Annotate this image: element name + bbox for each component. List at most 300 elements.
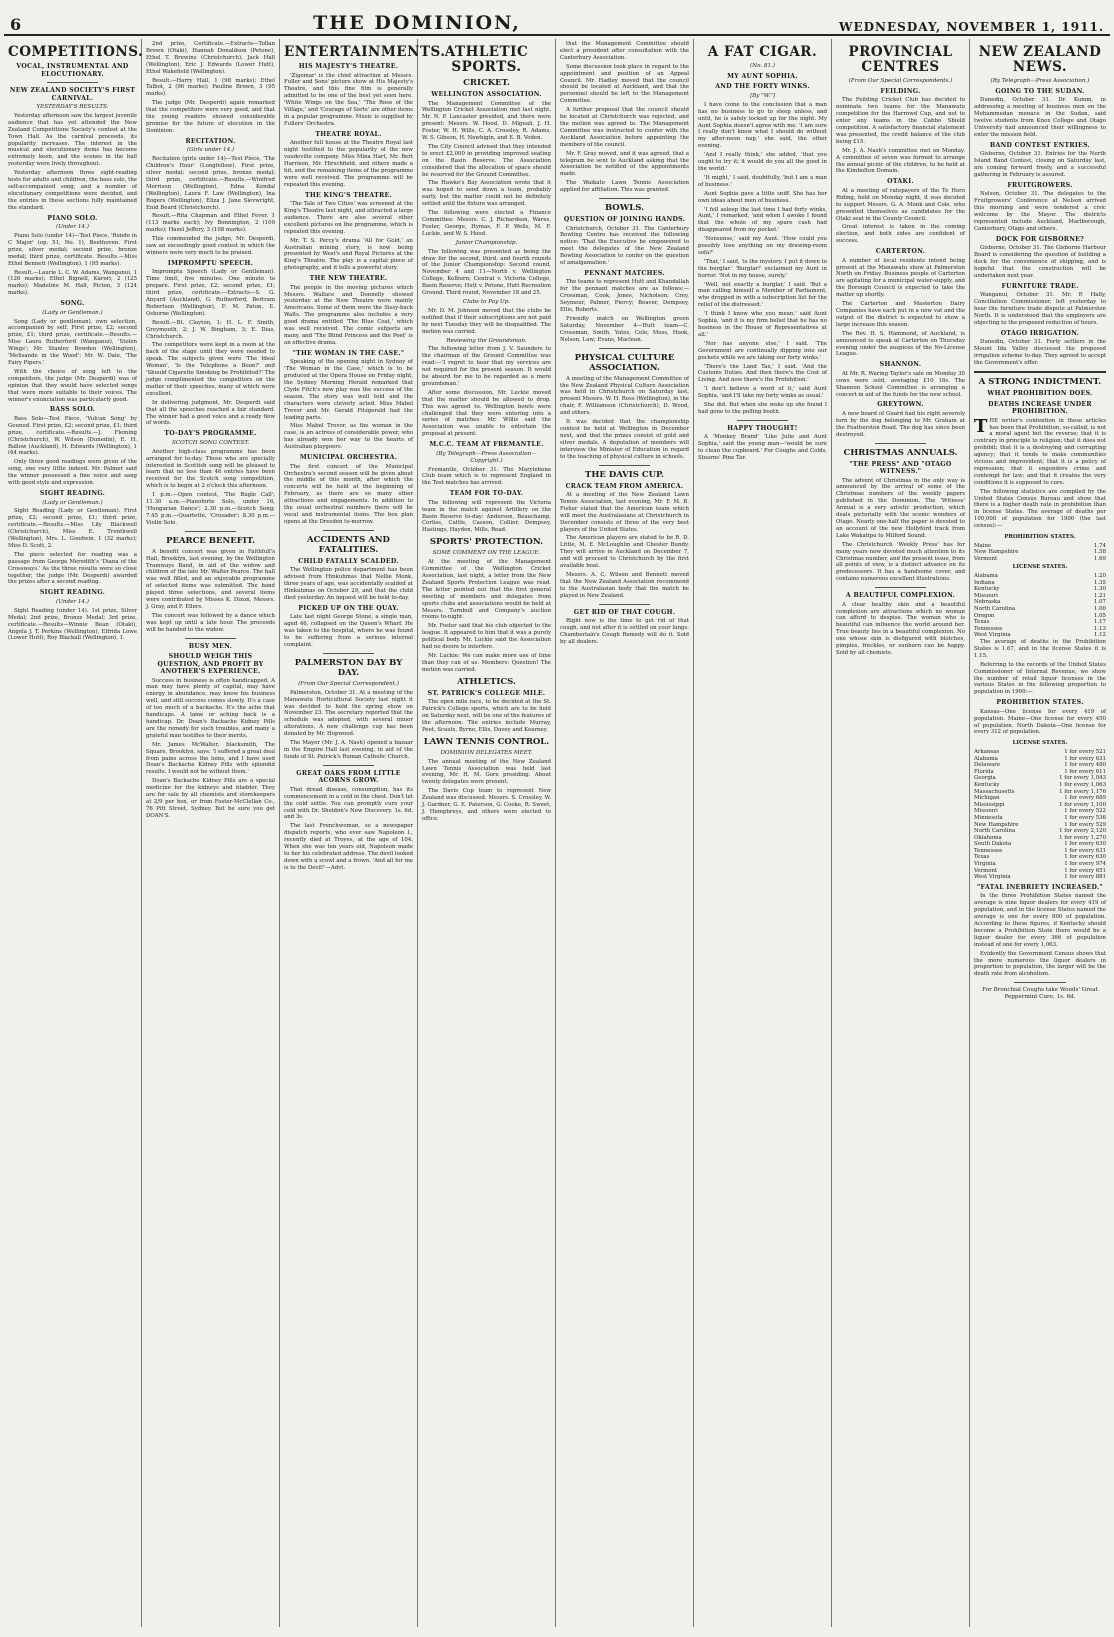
section-head: THE KING'S THEATRE. xyxy=(305,191,392,199)
paragraph: Piano Solo (under 14)—Test Piece, 'Rondo in C Major' (op. 51, No. 1), Beethoven. First prize, silver medal; second prize, bronze medal; third prize, certificate. Results.—Miss Ethel Bennett (Wellington), 1 (95 marks). xyxy=(8,233,137,267)
state-name: Maine xyxy=(974,542,992,549)
paragraph: Christchurch, October 31. The Canterbury Bowling Centre has received the following notice: 'That the Executive be empowered to meet the delegates of the New Zealand Bowling Association to confer on the question of amalgamation.' xyxy=(560,225,689,267)
state-name: Oregon xyxy=(974,612,995,619)
article-title: ENTERTAINMENTS. xyxy=(284,44,446,60)
paragraph: Dunedin, October 31. Dr. Kumm, in addressing a meeting of business men on the Mohammedan menace in the Sudan, said twelve students from Knox College and Otago University had announced their willingness to enter the mission field. xyxy=(974,97,1106,138)
section-head: GREYTOWN. xyxy=(877,401,924,409)
table-row xyxy=(974,586,1106,593)
masthead xyxy=(4,4,1110,36)
state-name: South Dakota xyxy=(974,841,1012,848)
paragraph: The annual meeting of the New Zealand Lawn Tennis Association was held last evening, Mr. H. M. Gore presiding. About twenty delegates were present. xyxy=(422,758,551,786)
state-name: Alabama xyxy=(974,755,998,762)
state-value: 1 for every 689 xyxy=(1064,795,1106,802)
state-value: 1 for every 1,063 xyxy=(1059,781,1106,788)
paragraph: After some discussion, Mr. Luckie moved that the matter should be allowed to drop. This was agreed to. Wellington bowls were challenged that they were entering into a series of matches. Mr. Willis said the Association was unable to entertain the proposal at present. xyxy=(422,389,551,438)
paragraph: 'There's the Land Tax,' I said. 'And the Customs Duties. And then there's the Cost of Living. And now there's the Prohibition.' xyxy=(698,363,827,384)
state-name: New Hampshire xyxy=(974,549,1019,556)
section-sub: (Lady or Gentleman.) xyxy=(42,499,103,506)
column-provincial-centres xyxy=(832,39,970,1627)
paragraph: Friendly match on Wellington green Saturday, November 4—Hutt team—C. Crossman, Smith, Yates, Cole; Moss, Hook, Nelson, Law; Evans, Maclean. xyxy=(560,316,689,343)
divider xyxy=(185,531,237,532)
section-head: THE NEW THEATRE. xyxy=(309,275,388,283)
paragraph: The City Council advised that they intended to erect £2,000 in providing improved seating on the Basin Reserve. The Association considered that the allocation of space should be reserved for the Ground Committee. xyxy=(422,143,551,178)
cough-advert: For Bronchial Coughs take Woods' Great Peppermint Cure, 1s. 6d. xyxy=(982,987,1098,1001)
table-row xyxy=(974,580,1106,587)
paragraph: The Management Committee of the Wellington Cricket Association met last night. Mr. N. P. Lancaster presided, and there were present: Messrs. W. Hood, D. Miguali, J. H. Foster, W. H. Wills, C. A. Crossley, R. Adams, W. S. Gibson, H. Newbigin, and E. B. Voden. xyxy=(422,100,551,142)
paragraph: Yesterday afternoon three sight-reading tests for adults and children, the bass solo, the self-accompanied song, and a number of elocutionary competitions were decided, and the entries in these sections fully maintained the standard. xyxy=(8,170,137,211)
section-head: QUESTION OF JOINING HANDS. xyxy=(563,216,686,224)
table-heading: LICENSE STATES. xyxy=(1012,740,1068,747)
section-head: BAND CONTEST ENTRIES. xyxy=(989,141,1091,149)
paragraph: At the meeting of the Management Committee of the Wellington Cricket Association, last night, a letter from the New Zealand Sports Protection League was read. The letter pointed out that the first general meeting of members and delegates from sports clubs and associations would be held at Messrs. Turnbull and Company's auction rooms to-night. xyxy=(422,559,551,621)
paragraph: Bass Solo—Test Piece, 'Vulcan Song' by Gounod. First prize, £2; second prize, £1; third prize, certificate.—Results.—J. Fleming (Christchurch), W. Wilson (Dunedin), E. H. Ballow (Auckland), H. Edwards (Wellington), 1 (64 marks). xyxy=(8,415,137,457)
column-new-zealand-news xyxy=(970,39,1110,1627)
paragraph: The teams to represent Hutt and Khandallah for the pennant matches are as follows:—Crossman, Cook, Jones, Nicholson; Crey, Seymour, Palmer, Piercy; Beaver, Dempsey, Ellis, Roberts. xyxy=(560,279,689,314)
paragraph: The following was presented as being the draw for the second, third, and fourth rounds of the Junior Championship: Second round, November 4 and 11—North v. Wellington College, Kelburn; Central v. Victoria College, Basin Reserve; Hutt v. Petone, Hutt Recreation Ground. Third round, November 18 and 25. xyxy=(422,248,551,297)
state-name: Michigan xyxy=(974,795,1000,802)
state-value: 1.58 xyxy=(1093,549,1106,556)
table-row xyxy=(974,606,1106,613)
state-value: 1 for every 631 xyxy=(1064,847,1106,854)
section-head: SHANNON. xyxy=(879,361,922,369)
state-value: 1.74 xyxy=(1093,542,1106,549)
state-value: 1.13 xyxy=(1093,625,1106,632)
paragraph: A new board of Guard had his right severely torn by the dog belonging to Mr. Graham at the Featherston Road. The dog has since been destroyed. xyxy=(836,410,965,438)
divider xyxy=(47,82,99,83)
state-value: 1.30 xyxy=(1093,586,1106,593)
state-value: 1.20 xyxy=(1093,573,1106,580)
table-row xyxy=(974,782,1106,789)
table-row xyxy=(974,795,1106,802)
paragraph: The people in the moving pictures which Messrs. Wallace and Donnelly showed yesterday at the New Theatre were mainly Americans. Some of them were the Sissy-back Walts. The programme also includes a very good drama entitled 'The Blue Coat,' which was well received. The comic subjects are many, and 'The Blind Princess and the Poet' is an effective drama. xyxy=(284,284,413,346)
section-head: HIS MAJESTY'S THEATRE. xyxy=(298,63,399,70)
section-head: PIANO SOLO. xyxy=(47,214,98,222)
divider xyxy=(599,465,651,466)
table-row xyxy=(974,619,1106,626)
article-title: NEW ZEALAND NEWS. xyxy=(978,44,1102,75)
paragraph: The advent of Christmas in the only way is announced by the arrival of some of the Christmas numbers of the weekly papers published in the Dominion. The 'Witness' Annual is a very artistic production, which deals pictorially with the scenic wonders of Otago. Nearly one-half the paper is devoted to an account of the new Hollyford track from Lake Wakatipu to Milford Sound. xyxy=(836,477,965,539)
paragraph: Impromptu Speech (Lady or Gentleman). Time limit, five minutes. One minute to prepare. First prize, £2; second prize, £1; third prize, certificate.—Extracts—S. G. Anyard (Auckland), G. Rutherford, Bertram Robertson (Wellington), F. M. Paton, E. Osborne (Wellington). xyxy=(146,269,275,317)
section-head: WELLINGTON ASSOCIATION. xyxy=(431,91,542,98)
ad-head: GET RID OF THAT COUGH. xyxy=(573,608,676,616)
section-head: SIGHT READING. xyxy=(39,589,106,597)
section-sub: (From Our Special Correspondent.) xyxy=(298,680,399,687)
section-head: NEW ZEALAND SOCIETY'S FIRST CARNIVAL. xyxy=(9,87,136,102)
paragraph: HE writer's contention in these articles has been that Prohibition, so-called, is not a moral agent but the reverse; that it is contrary in principle to religion; that it does not prohibit; that it is a destroying and corrupting agency; that it tends to make communities vicious and improvident; that it is a policy of repression; that it engenders crime and contempt for law; and that it creates the very conditions it is supposed to cure. xyxy=(974,417,1106,486)
paragraph: 'Nonsense,' said my Aunt. 'How could you possibly lose anything on my drawing-room sofa?' xyxy=(698,236,827,256)
paragraph: Mr. J. A. Nash's committee met on Monday. A committee of seven was formed to arrange the annual picnic of the children, to be held at the Kimbolton Domain. xyxy=(836,147,965,175)
divider xyxy=(599,198,651,199)
state-name: Tennessee xyxy=(974,847,1003,854)
state-value: 1 for every 631 xyxy=(1064,755,1106,762)
table-row xyxy=(974,549,1106,556)
paragraph: 1 p.m.—Open contest, 'The Bugle Call'; 11.30 a.m.—Pianoforte Solo, under 16, 'Hungarian Dance'; 2.30 p.m.—Scotch Song; 7.45 p.m.—Quartette, 'Crusader'; 8.30 p.m.—Violin Solo. xyxy=(146,492,275,526)
paragraph: A further proposal that the council should be located at Christchurch was rejected, and the motion was agreed to. The Management Committee was instructed to confer with the Auckland Association before appointing the members of the council. xyxy=(560,107,689,148)
paragraph: The following were elected a Finance Committee: Messrs. C. J. Richardson, Wares, Foster, George, Hymas, F. P. Wells, M. F. Luckie, and W. S. Hood. xyxy=(422,210,551,237)
column-entertainments xyxy=(280,39,446,1627)
state-value: 1.17 xyxy=(1093,619,1106,626)
article-number: (No. 81.) xyxy=(750,63,775,69)
table-row xyxy=(974,632,1106,639)
table-row xyxy=(974,822,1106,829)
section-head: PENNANT MATCHES. xyxy=(584,269,665,277)
table-row xyxy=(974,868,1106,875)
state-name: West Virginia xyxy=(974,632,1011,639)
paragraph: She did. But when she woke up she found I had gone to the polling booth. xyxy=(698,402,827,415)
state-value: 1 for every 630 xyxy=(1064,841,1106,848)
section-head: PICKED UP ON THE QUAY. xyxy=(298,604,399,612)
paragraph: The Carterton and Masterton Dairy Companies have each put in a new vat and the output of the district is expected to show a large increase this season. xyxy=(836,301,965,328)
paragraph: Doan's Backache Kidney Pills are a special medicine for the kidneys and bladder. They are for sale by all chemists and storekeepers at 2/9 per box, or from Foster-McClellan Co., 76 Pitt Street, Sydney. But be sure you get DOAN'S. xyxy=(146,778,275,819)
section-sub: (By Telegraph—Press Association.) xyxy=(990,78,1090,84)
article-title: PEARCE BENEFIT. xyxy=(166,535,255,546)
divider xyxy=(599,348,651,349)
paragraph: The Mayor (Mr. J. A. Nash) opened a bazaar in the Empire Hall last evening, in aid of the funds of St. Patrick's Roman Catholic Church. xyxy=(284,740,413,760)
paragraph: Aunt Sophia gave a little sniff. She has her own ideas about men of business. xyxy=(698,190,827,204)
table-heading: LICENSE STATES. xyxy=(1012,564,1068,571)
state-name: Kentucky xyxy=(974,781,1000,788)
state-name: Texas xyxy=(974,619,990,626)
section-sub: YESTERDAY'S RESULTS. xyxy=(36,104,109,110)
state-name: New Hampshire xyxy=(974,821,1019,828)
table-row xyxy=(974,808,1106,815)
state-value: 1 for every 480 xyxy=(1064,762,1106,769)
state-name: Delaware xyxy=(974,762,1001,769)
paragraph: I have come to the conclusion that a man has no business to go to sleep unless, and until, he is safely locked up for the night. My Aunt Sophia doesn't agree with me. 'I am sure I really don't know what I should do without my after-noon nap,' she said, the other evening. xyxy=(698,101,827,150)
divider xyxy=(974,371,1106,373)
table-row xyxy=(974,854,1106,861)
table-row xyxy=(974,613,1106,620)
section-head: CRACK TEAM FROM AMERICA. xyxy=(565,482,684,490)
divider xyxy=(323,653,375,654)
newspaper-title: THE DOMINION, xyxy=(313,12,521,34)
section-head: DOCK FOR GISBORNE? xyxy=(995,235,1085,243)
table-row xyxy=(974,802,1106,809)
ad-head: A BEAUTIFUL COMPLEXION. xyxy=(845,592,956,600)
paragraph: Sight Reading (under 14). 1st prize, Silver Medal; 2nd prize, Bronze Medal; 3rd prize, certificate.—Results—Winnie Bean (Otaki), Angela J. T. Perkins (Wellington), Elfrida Lowe (Lower Hutt), Roy Blackall (Wellington), 1. xyxy=(8,607,137,642)
table-row xyxy=(974,769,1106,776)
paragraph: 'That,' I said, 'is the mystery. I put it down to the burglar.' 'Burglar!' exclaimed my Aunt in horror. 'Not in my house, surely.' xyxy=(698,258,827,279)
state-name: North Carolina xyxy=(974,606,1016,613)
article-title: COMPETITIONS. xyxy=(8,44,144,60)
paragraph: 'I don't believe a word of it,' said Aunt Sophia, 'and I'll take my forty winks as usual.' xyxy=(698,386,827,400)
section-sub: (Under 14.) xyxy=(56,224,89,231)
article-title: ATHLETIC SPORTS. xyxy=(444,44,529,75)
paragraph: With the choice of song left to the competitors, the judge (Mr. Desperdi) was of opinion that they would have selected songs that were more suitable to their voices. The winner's enunciation was particularly good. xyxy=(8,368,137,403)
section-head: FEILDING. xyxy=(880,87,921,95)
divider xyxy=(737,420,789,421)
divider xyxy=(875,587,927,588)
paragraph: A benefit concert was given in Faithfull's Hall, Brooklyn, last evening, by the Wellington Tramways Band, in aid of the widow and children of the late Mr. Walter Pearce. The hall was well filled, and an enjoyable programme of selected items was submitted. The band played three selections, and several items were contributed by Misses K. Dixon, Messrs. J. Gray, and F. Ellers. xyxy=(146,548,275,610)
paragraph: The following will represent the Victoria team in the match against Artillery on the Basin Reserve to-day: Anderson, Beauchamp, Corliss, Cattle, Casson, Collier, Dempsey, Hastings, Hayden, Mills, Read. xyxy=(422,499,551,534)
state-value: 1 for every 521 xyxy=(1064,748,1106,755)
paragraph: In delivering judgment, Mr. Desperdi said that all the speeches reached a fair standard. The winner had a good voice and a ready flow of words. xyxy=(146,399,275,427)
paragraph: The piece selected for reading was a passage from George Meredith's 'Diana of the Crossways.' As the three results were so close together, the judge (Mr. Desperdi) awarded the prizes after a second reading. xyxy=(8,551,137,586)
paragraph: The Davis Cup team to represent New Zealand was discussed. Messrs. S. Crossley, W. J. Gardner, G. E. Paterson, G. Cooke, R. Sweet, J. Humphreys, and others were elected to office. xyxy=(422,788,551,822)
paragraph: Kansas—One license for every 419 of population. Maine—One license for every 450 of population. North Dakota—One license for every 312 of population. xyxy=(974,708,1106,736)
paragraph: Wanganui, October 31. Mr. P. Hally, Conciliation Commissioner, left yesterday to hear the furniture trade dispute at Palmerston North. It is understood that the employers are objecting to the proposed reduction of hours. xyxy=(974,292,1106,327)
state-value: 1 for every 611 xyxy=(1064,768,1106,775)
section-head: CRICKET. xyxy=(463,78,510,88)
ad-head: HAPPY THOUGHT! xyxy=(727,424,798,432)
section-head: "THE PRESS" AND "OTAGO WITNESS." xyxy=(849,460,952,476)
column-competitions-continued xyxy=(142,39,280,1627)
death-rate-table xyxy=(974,532,1106,639)
state-name: Oklahoma xyxy=(974,834,1002,841)
state-value: 1 for every 1,043 xyxy=(1059,775,1106,782)
paragraph: That dread disease, consumption, has its commencement in a cold in the chest. Don't let the cold settle. You can promptly cure your cold with Dr. Sheldon's New Discovery. 1s. 6d. and 3s. xyxy=(284,786,413,821)
section-head: TEAM FOR TO-DAY. xyxy=(449,490,524,498)
paragraph: Referring to the records of the United States Commissioner of Internal Revenue, we show the number of retail liquor licenses in the various States in the following proportion to population in 1900:— xyxy=(974,661,1106,696)
section-sub: Reviewing the Groundsman. xyxy=(446,337,527,344)
paragraph: Messrs. A. C. Wilson and Bennett moved that the New Zealand Association recommend to the Australasian body that the match be played in New Zealand. xyxy=(560,571,689,599)
section-head: BASS SOLO. xyxy=(49,406,96,414)
paragraph: Right now is the time to get rid of that cough, and not after it is settled on your lungs. Chamberlain's Cough Remedy will do it. Sold by all dealers. xyxy=(560,618,689,645)
state-value: 1 for every 2,120 xyxy=(1059,828,1106,835)
section-head: THEATRE ROYAL. xyxy=(315,130,382,138)
paragraph: Palmerston, October 31. At a meeting of the Manawatu Horticultural Society last night it was decided to hold the spring show on November 23. The secretary reported that the schedule was adopted, with several minor alterations. A new challenge cup has been donated by Mr. Hopwood. xyxy=(284,689,413,738)
state-value: 1 for every 1,100 xyxy=(1059,801,1106,808)
state-name: Vermont xyxy=(974,555,998,562)
article-title: BOWLS. xyxy=(604,203,645,214)
section-head: OTAGO IRRIGATION. xyxy=(1000,329,1080,337)
column-competitions xyxy=(4,39,142,1627)
section-sub: SCOTCH SONG CONTEST. xyxy=(171,439,250,446)
paragraph: The average of deaths in the Prohibition States is 1.67, and in the license States it is 1.15. xyxy=(974,639,1106,659)
paragraph: 'It might,' I said, doubtfully, 'but I am a man of business.' xyxy=(698,174,827,188)
newspaper-page xyxy=(4,4,1110,1629)
table-row xyxy=(974,762,1106,769)
paragraph: Gisborne, October 31. The Gisborne Harbour Board is considering the question of building a dock for the convenience of shipping, and is hopeful that the construction will be undertaken next year. xyxy=(974,245,1106,280)
state-value: 1 for every 529 xyxy=(1064,821,1106,828)
section-head: FRUITGROWERS. xyxy=(1007,181,1073,189)
section-head: "THE WOMAN IN THE CASE." xyxy=(292,349,405,357)
state-name: Tennessee xyxy=(974,625,1003,632)
state-name: West Virginia xyxy=(974,874,1011,881)
table-row xyxy=(974,556,1106,563)
section-head: SPORTS' PROTECTION. xyxy=(429,537,544,548)
paragraph: Result.—Harry Hall, 1 (98 marks); Ethel Talbot, 2 (96 marks); Pauline Brown, 3 (95 marks). xyxy=(146,77,275,98)
paragraph: A meeting of the Management Committee of the New Zealand Physical Culture Association was held in Christchurch on Saturday last, present Messrs. W. H. Ross (Wellington), in the chair, F. Williamson (Christchurch), D. Wood, and others. xyxy=(560,375,689,417)
table-row xyxy=(974,789,1106,796)
paragraph: It was decided that the championship contest be held at Wellington in December next, and that the prizes consist of gold and silver medals. A deputation of members will interview the Minister of Education in regard to the teaching of physical culture in schools. xyxy=(560,419,689,460)
table-row xyxy=(974,815,1106,822)
article-title: A STRONG INDICTMENT. xyxy=(978,377,1102,388)
paragraph: Result.—Rita Chapman and Ethel Fever, 1 (113 marks each); Ivy Bonnington, 2 (109 marks); Hazel Jeffery, 3 (108 marks). xyxy=(146,213,275,234)
paragraph: Mr. Foster said that his club objected to the league. It appeared to him that it was a purely political body. Mr. Luckie said the Association had no desire to interfere. xyxy=(422,623,551,651)
state-name: Georgia xyxy=(974,775,996,782)
section-head: LAWN TENNIS CONTROL. xyxy=(423,736,550,747)
article-title: A FAT CIGAR. xyxy=(707,44,818,60)
paragraph: The following statistics are compiled by the United States Census Bureau and show that there is a higher death rate in prohibition than in license States. The average of deaths per 100,000 of population for 1900 (the last census):— xyxy=(974,488,1106,530)
paragraph: Gisborne, October 31. Entries for the North Island Band Contest, closing on Saturday last, are coming forward freely, and a successful gathering in February is assured. xyxy=(974,151,1106,179)
state-name: Missouri xyxy=(974,592,998,599)
section-head: CARTERTON. xyxy=(875,248,926,256)
paragraph: The competitors were kept in a room at the back of the stage until they were needed to speak. The subjects given were 'The Ideal Woman', 'Is the Telephone a Boon?' and 'Should Cigarette Smoking be Prohibited?' The judge complimented the competitors on the matter of their speeches, many of which were excellent. xyxy=(146,342,275,397)
state-name: North Carolina xyxy=(974,828,1016,835)
table-row xyxy=(974,775,1106,782)
table-heading: PROHIBITION STATES. xyxy=(1004,534,1076,541)
paragraph: The Hawke's Bay Association wrote that it was hoped to send down a team, probably early, but the matter could not be definitely settled until the fixture was arranged. xyxy=(422,180,551,208)
paragraph: Yesterday afternoon saw the largest juvenile audience that has yet attended the New Zealand Competitions Society's contest at the Town Hall. As the carnival proceeds, its popularity increases. The interest in the musical and elocutionary items has become extremely keen, and the scenes in the hall yesterday were lively throughout. xyxy=(8,112,137,168)
column-athletic-sports xyxy=(418,39,556,1627)
state-name: Florida xyxy=(974,768,994,775)
article-title: ACCIDENTS AND FATALITIES. xyxy=(307,534,390,555)
paragraph: Another full house at the Theatre Royal last night testified to the popularity of the new vaudeville company. Miss Mina Hart, Mr. Bert Harrison, Mr. Hirschfield, and others made a hit, and the remaining items of the programme were well received. The programme will be repeated this evening. xyxy=(284,140,413,188)
paragraph: 'The Tale of Two Cities' was screened at the King's Theatre last night, and attracted a large audience. There are also several other excellent pictures on the programme, which is repeated this evening. xyxy=(284,201,413,235)
table-row xyxy=(974,543,1106,550)
divider xyxy=(875,443,927,444)
divider xyxy=(323,530,375,531)
ad-subhead: SHOULD WEIGH THIS QUESTION, AND PROFIT BY ANOTHER'S EXPERIENCE. xyxy=(157,653,264,676)
state-value: 1.21 xyxy=(1093,592,1106,599)
state-value: 1.07 xyxy=(1093,599,1106,606)
paragraph: A number of local residents intend being present at the Manawatu show at Palmerston North on Friday. Business people of Carterton are agitating for a municipal water-supply, and the Borough Council is expected to take the matter up shortly. xyxy=(836,257,965,299)
state-name: Mississippi xyxy=(974,801,1005,808)
state-value: 1 for every 974 xyxy=(1064,861,1106,868)
state-value: 1.35 xyxy=(1093,579,1106,586)
issue-date: WEDNESDAY, NOVEMBER 1, 1911. xyxy=(839,20,1104,34)
paragraph: Only three good readings were given of the song, one very little indeed. Mr. Palmer said the winner possessed a fine voice and sang with good style and expression. xyxy=(8,459,137,487)
paragraph: The judge (Mr. Desperdi) again remarked that the competitors were very good, and that the young readers showed considerable promise for the future of elocution in the Dominion. xyxy=(146,100,275,134)
page-number: 6 xyxy=(10,15,22,34)
drop-cap: T xyxy=(974,415,988,437)
paragraph: The concert was followed by a dance which was kept up until a late hour. The proceeds will be handed to the widow. xyxy=(146,612,275,633)
section-head: OTAKI. xyxy=(887,178,914,186)
table-row xyxy=(974,848,1106,855)
paragraph: 'Zigomar' is the chief attraction at Messrs. Fuller and Sons' picture show at His Majesty's Theatre, and this fine film is generally admitted to be one of the best yet seen here. 'White Wings on the Sea,' 'The Rose of the Village,' and 'Courage of Sorts' are other items in a popular programme. Music is supplied by Fullers' Orchestra. xyxy=(284,72,413,127)
license-ratio-table xyxy=(974,738,1106,880)
section-head: WHAT PROHIBITION DOES. xyxy=(987,390,1093,398)
section-head: ST. PATRICK'S COLLEGE MILE. xyxy=(427,689,546,697)
paragraph: The Rev. H. S. Hammond, of Auckland, is announced to speak at Carterton on Thursday evening under the auspices of the No-License League. xyxy=(836,330,965,358)
paragraph: In the three Prohibition States named the average is nine liquor dealers for every 419 of population, and in the license States named the average is one for every 800 of population. According to these figures, if Kentucky should become a Prohibition State there would be a liquor dealer for every 366 of population instead of one for every 1,063. xyxy=(974,893,1106,948)
section-sub: Clubs to Pay Up. xyxy=(462,298,511,305)
section-sub: (By Telegraph—Press Association—Copyright.) xyxy=(436,450,537,464)
section-sub: (Lady or Gentleman.) xyxy=(42,309,103,316)
section-head: MY AUNT SOPHIA. xyxy=(727,72,798,80)
paragraph: The first concert of the Municipal Orchestra's second season will be given about the middle of this month, after which the concerts will be held at the beginning of February, as there are so many other attractions and engagements. In addition to the usual orchestral numbers there will be vocal and instrumental items. The box plan opens at the Dresden to-morrow. xyxy=(284,463,413,525)
paragraph: Evidently the Government Census shows that the more numerous the liquor dealers in proportion to population, the larger will be the death rate from alcoholism. xyxy=(974,950,1106,978)
paragraph: Fremantle, October 31. The Marylebone Club team which is to represent England in the Test matches has arrived. xyxy=(422,466,551,487)
table-row xyxy=(974,841,1106,848)
paragraph: The Wellington police department has been advised from Hinkuhmas that Nellie Monk, three years of age, was accidentally scalded at Hinkuhmas on October 29, and that the child died yesterday. An inquest will be held to-day. xyxy=(284,567,413,601)
byline: [By "W."] xyxy=(749,92,776,99)
state-value: 1 for every 536 xyxy=(1064,814,1106,821)
section-head: SIGHT READING. xyxy=(39,490,106,497)
table-row xyxy=(974,599,1106,606)
state-name: Virginia xyxy=(974,861,996,868)
section-head: MUNICIPAL ORCHESTRA. xyxy=(299,454,398,462)
section-sub: (From Our Special Correspondents.) xyxy=(848,78,953,84)
divider xyxy=(185,638,237,639)
paragraph: Mr. D. M. Johnson moved that the clubs be notified that if their subscriptions are not paid by next Tuesday they will be disqualified. The motion was carried. xyxy=(422,307,551,335)
state-name: Vermont xyxy=(974,867,998,874)
state-name: Texas xyxy=(974,854,990,861)
state-value: 1 for every 1,270 xyxy=(1059,834,1106,841)
paragraph: This commended the judge, Mr. Desperdi, saw an exceedingly good contest in which the winners were very much to be praised. xyxy=(146,236,275,256)
section-head: CHILD FATALLY SCALDED. xyxy=(298,557,399,565)
article-title: PHYSICAL CULTURE ASSOCIATION. xyxy=(574,352,675,373)
columns xyxy=(4,39,1110,1627)
state-name: Kentucky xyxy=(974,586,1000,593)
paragraph: Result.—Laurie L. C. W. Adams, Wanganui, 1 (126 marks); Ethel Bignell, Karori, 2 (125 marks); Madeline M. Hall, Picton, 3 (124 marks). xyxy=(8,269,137,297)
section-head: ATHLETICS. xyxy=(457,676,516,687)
paragraph: The American players are stated to be R. D. Little, M. E. McLoughlin and Chester Bundy. They will arrive in Auckland on December 7, and will proceed to Christchurch by the first available boat. xyxy=(560,535,689,570)
column-fat-cigar xyxy=(694,39,832,1627)
section-head: GOING TO THE SUDAN. xyxy=(995,87,1085,95)
paragraph: The following letter from J. V. Saunders to the chairman of the Ground Committee was read:—'I regret to hear that my services are not required for the present season. It would be absurd for me to be regarded as a mere groundsman.' xyxy=(422,346,551,387)
paragraph: Mr. T. S. Percy's drama 'All for Gold,' an Australian mining story, is now being presented by West's and Royal Pictures at the King's Theatre. The play is a capital piece of photography, and it tells a powerful story. xyxy=(284,237,413,272)
paragraph: Speaking of the opening night in Sydney of 'The Woman in the Case,' which is to be produced at the Opera House on Friday night, the Sydney Morning Herald remarked that Clyde Fitch's new play was the success of the season. The story was well told and the characters were cleverly acted. Miss Mabel Trevor and Mr. Gerald Fitzgerald had the leading parts. xyxy=(284,359,413,421)
state-value: 1 for every 522 xyxy=(1064,808,1106,815)
paragraph: 'Well, not exactly a burglar,' I said. 'But a man calling himself a Member of Parliament, who dropped in with a subscription list for the relief of the distressed.' xyxy=(698,281,827,309)
state-name: Alabama xyxy=(974,573,998,580)
paragraph: 'Nor has anyone else,' I said. 'The Government are continually dipping into our pockets while we are taking our forty winks.' xyxy=(698,340,827,361)
state-name: Indiana xyxy=(974,579,995,586)
state-name: Nebraska xyxy=(974,599,1001,606)
ad-head: GREAT OAKS FROM LITTLE ACORNS GROW. xyxy=(296,769,401,785)
section-head: PROHIBITION STATES. xyxy=(996,699,1084,707)
paragraph: Great interest is taken in the coming election, and both sides are confident of success. xyxy=(836,224,965,245)
table-row xyxy=(974,626,1106,633)
article-title: PROVINCIAL CENTRES xyxy=(848,44,953,75)
paragraph: Mr. F. Gray moved, and it was agreed, that a telegram be sent to Auckland asking that the Association be notified of the appointments made. xyxy=(560,150,689,178)
state-value: 1 for every 651 xyxy=(1064,867,1106,874)
state-value: 1.05 xyxy=(1093,612,1106,619)
paragraph: The open mile race, to be decided at the St. Patrick's College sports, which are to be held on Saturday next, will be one of the features of the afternoon. The entries include Murray, Peet, Sceats, Byrne, Ellis, Davey and Kearney. xyxy=(422,699,551,733)
paragraph: Recitation (girls under 14)—Test Piece, 'The Children's Hour' (Longfellow). First prize, silver medal; second prize, bronze medal; third prize, certificate.—Results.—Winifred Morrison (Wellington), Edna Kendal (Wellington), Laura F. Law (Wellington), Ina Rogers (Wellington), Eliza J. Jane Sievwright, Enid Beard (Christchurch). xyxy=(146,156,275,211)
article-title: THE DAVIS CUP. xyxy=(585,469,664,480)
paragraph: Sight Reading (Lady or Gentleman). First prize, £2; second prize, £1; third prize, certificate.—Results.—Miss Lily Blackwell (Christchurch), Miss E. Trenthwell (Wellington), Mrs. L. Goodwin, 1 (32 marks); Miss D. Scott, 2. xyxy=(8,508,137,549)
section-head: SONG. xyxy=(60,300,85,308)
paragraph: 'And I really think,' she added, 'that you ought to try it; it would do you all the good in the world.' xyxy=(698,152,827,172)
divider xyxy=(323,765,375,766)
table-row xyxy=(974,562,1106,573)
paragraph: Result.—Bt. Clayton, 1; H. L. F. Smith, Greymouth, 2; J. W. Bingham, 3; E. Dias, Christchurch. xyxy=(146,319,275,340)
paragraph: Mr. Luckie: We can make more use of time than they can of us. Members: Question! The motion was carried. xyxy=(422,652,551,673)
divider xyxy=(599,604,651,605)
state-value: 1 for every 630 xyxy=(1064,854,1106,861)
table-row xyxy=(974,573,1106,580)
state-name: Massachusetts xyxy=(974,788,1015,795)
section-head: M.C.C. TEAM AT FREMANTLE. xyxy=(429,441,544,449)
state-name: Minnesota xyxy=(974,814,1003,821)
column-sports-continued xyxy=(556,39,694,1627)
section-head: DEATHS INCREASE UNDER PROHIBITION. xyxy=(988,400,1092,416)
paragraph: A 'Monkey Brand' 'Like Julie and Aunt Sophia,' said the young man—'would be sure to clean the cupboard.' For Coughs and Colds, Stearns' Pine Tar. xyxy=(698,434,827,462)
divider xyxy=(1014,982,1067,983)
section-head: FURNITURE TRADE. xyxy=(1001,282,1079,290)
state-value: 1.00 xyxy=(1093,606,1106,613)
paragraph: 'I think I know who you mean,' said Aunt Sophia, 'and it is my firm belief that he has no business in the House of Representatives at all.' xyxy=(698,311,827,338)
state-value: 1 for every 881 xyxy=(1064,874,1106,881)
paragraph: At Mr. R. Waring Taylor's sale on Monday 30 cows were sold, averaging £10 18s. The Shannon School Committee is arranging a concert in aid of the funds for the new school. xyxy=(836,370,965,398)
article-title: CHRISTMAS ANNUALS. xyxy=(843,447,958,458)
state-value: 1 for every 1,176 xyxy=(1059,788,1106,795)
article-title: PALMERSTON DAY BY DAY. xyxy=(294,657,403,678)
section-sub: Junior Championship. xyxy=(455,239,518,246)
paragraph: Another high-class programme has been arranged for to-day. Those who are specially interested in Scottish song will be pleased to learn that no less than 46 entries have been received for the Scotch song competition, which is to begin at 2 o'clock this afternoon. xyxy=(146,448,275,490)
state-value: 1.69 xyxy=(1093,555,1106,562)
paragraph: 'I fell asleep the last time I had forty winks, Aunt,' I remarked, 'and when I awoke I found that the whole of my spare cash had disappeared from my pocket.' xyxy=(698,206,827,234)
section-head: IMPROMPTU SPEECH. xyxy=(167,259,254,267)
paragraph: Mr. James McWalter, blacksmith, The Square, Brooklyn, says: 'I suffered a great deal from pains across the loins, and I have used Doan's Backache Kidney Pills with splendid results. I would not be without them.' xyxy=(146,741,275,776)
paragraph: 2nd prize, Certificate.—Extracts—Tollan Brown (Otaki), Hannah Donaldson (Petone), Ethel T. Brewins (Christchurch), Jack Hall (Wellington), Eric J. Edwards (Lower Hutt), Ethel Wakefield (Wellington). xyxy=(146,41,275,75)
table-row xyxy=(974,835,1106,842)
paragraph: The Waikato Lawn Tennis Association applied for affiliation. This was granted. xyxy=(560,180,689,194)
table-row xyxy=(974,593,1106,600)
